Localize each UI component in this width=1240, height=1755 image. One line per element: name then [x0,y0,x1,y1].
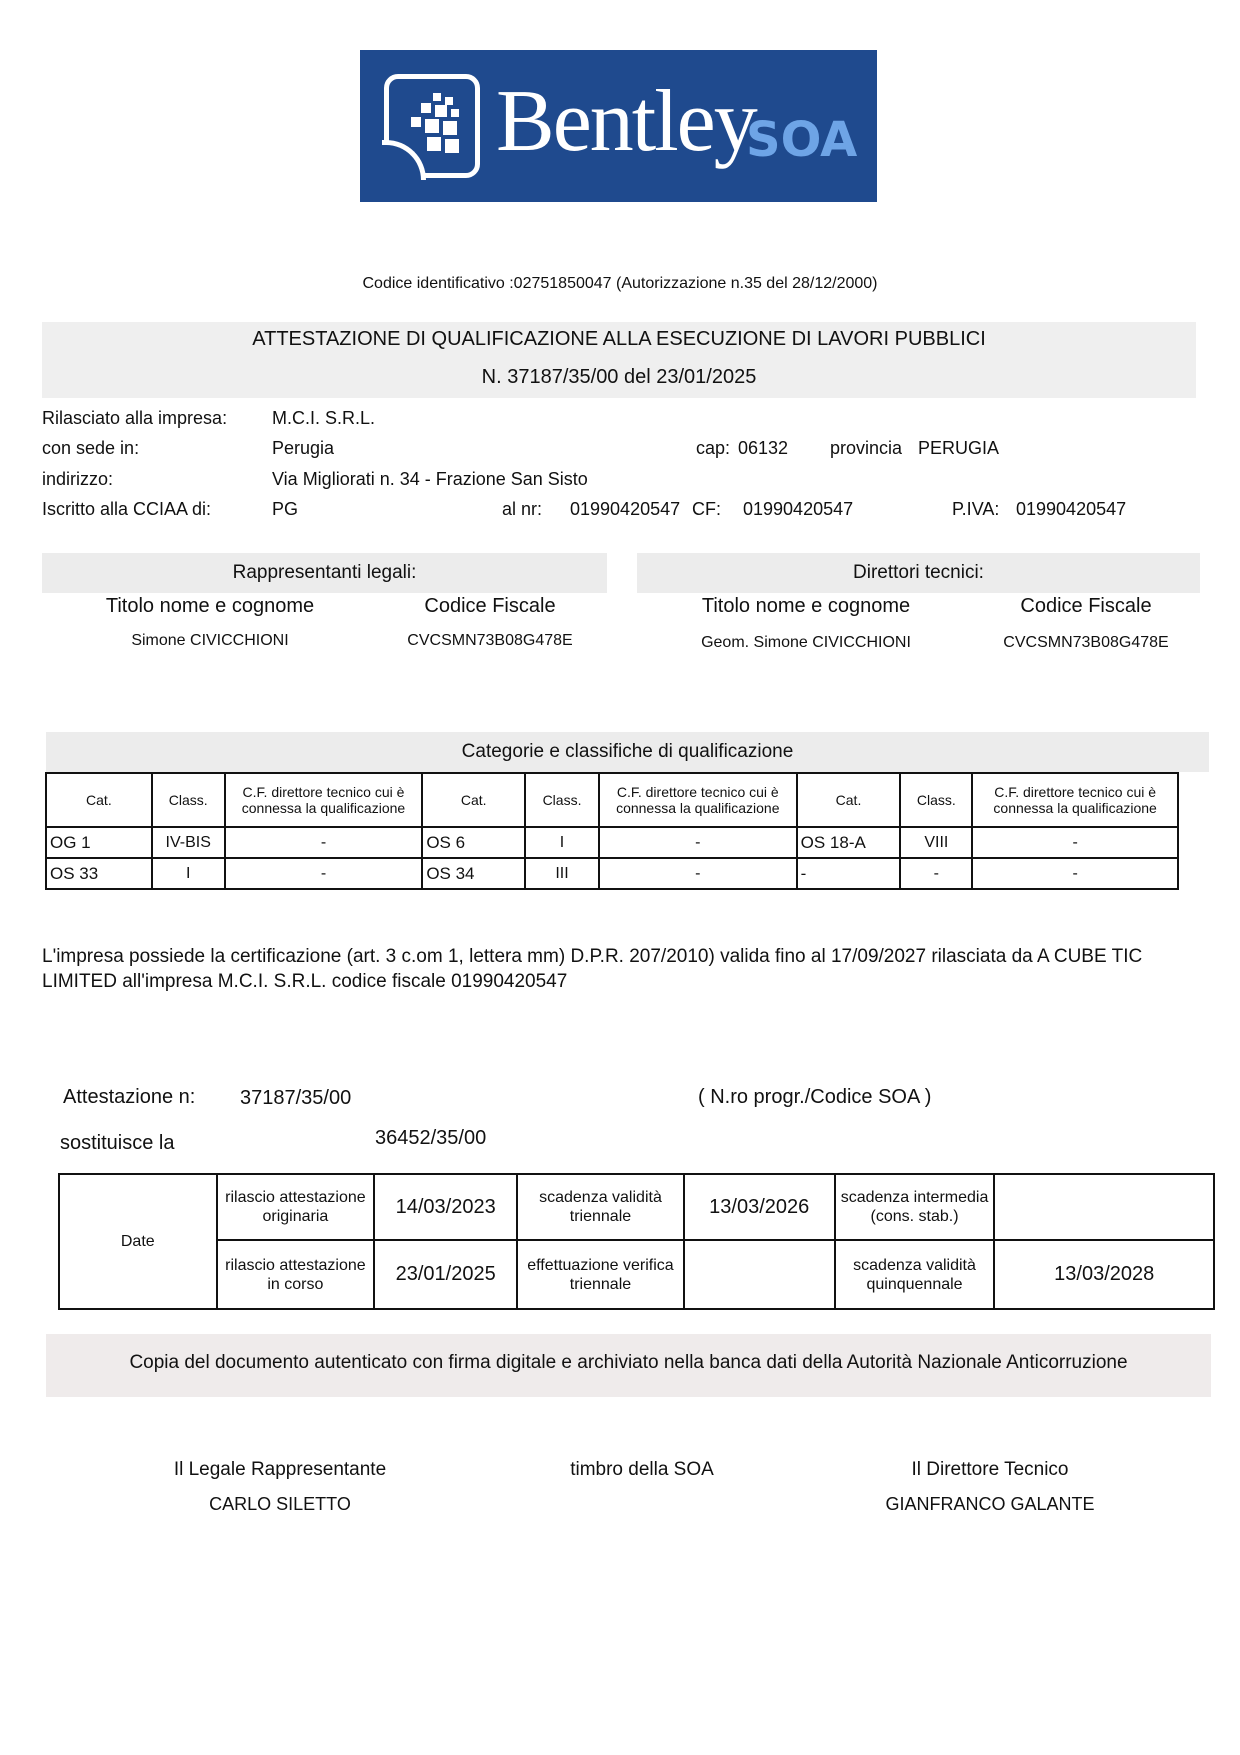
provincia-label: provincia [830,438,903,458]
legal-rep-cf: CVCSMN73B08G478E [407,632,573,649]
categories-header: Categorie e classifiche di qualificazione [46,732,1209,772]
indirizzo-label: indirizzo: [42,469,114,489]
col-cf: C.F. direttore tecnico cui è connessa la qualificazione [225,773,423,827]
authentication-note: Copia del documento autenticato con firma digitale e archiviato nella banca dati della Autorità Nazionale Anticorruzione [46,1334,1211,1397]
tech-dir-signature-label: Il Direttore Tecnico [911,1459,1069,1480]
legal-rep-name: Simone CIVICCHIONI [131,632,289,649]
sede-label: con sede in: [42,438,140,458]
title-band [42,322,1196,398]
cell-cat: OS 18-A [797,827,901,858]
cell-cf: - [972,827,1178,858]
progr-label: ( N.ro progr./Codice SOA ) [698,1086,932,1108]
cell-cat: OS 34 [422,858,525,889]
dates-label: Date [59,1174,217,1309]
scadenza-triennale-label: scadenza validità triennale [517,1174,684,1240]
cell-class: VIII [900,827,972,858]
cell-cat: OS 33 [46,858,152,889]
indirizzo-value: Via Migliorati n. 34 - Frazione San Sisto [272,469,588,489]
cell-class: IV-BIS [152,827,225,858]
tech-col-name: Titolo nome e cognome [701,595,911,617]
logo-document-icon [384,74,480,178]
rilascio-originaria-value: 14/03/2023 [374,1174,517,1240]
cell-class: III [525,858,599,889]
sostituisce-value: 36452/35/00 [375,1127,487,1149]
nr-label: al nr: [502,499,543,519]
scadenza-quinquennale-label: scadenza validità quinquennale [835,1240,995,1309]
cciaa-value: PG [272,499,299,519]
scadenza-intermedia-value [994,1174,1214,1240]
table-row [46,858,1178,889]
piva-label: P.IVA: [952,499,1000,519]
col-cat: Cat. [422,773,525,827]
verifica-triennale-label: effettuazione verifica triennale [517,1240,684,1309]
cell-cat: OG 1 [46,827,152,858]
rilascio-corso-label: rilascio attestazione in corso [217,1240,375,1309]
col-class: Class. [152,773,225,827]
nr-value: 01990420547 [570,499,681,519]
tech-dir-cf: CVCSMN73B08G478E [1003,634,1169,651]
cciaa-label: Iscritto alla CCIAA di: [42,499,212,519]
cell-cf: - [599,858,797,889]
certification-text: L'impresa possiede la certificazione (art. 3 c.om 1, lettera mm) D.P.R. 207/2010) valida fino al 17/09/2027 rilasciata da A CUBE TIC LIMITED all'impresa M.C.I. S.R.L. codice fiscale 01990420547 [42,946,1143,992]
legal-col-cf: Codice Fiscale [424,595,556,617]
bentley-soa-logo [360,50,877,202]
tech-directors-header: Direttori tecnici: [637,553,1200,593]
document-number: N. 37187/35/00 del 23/01/2025 [481,366,757,388]
piva-value: 01990420547 [1016,499,1127,519]
sostituisce-label: sostituisce la [60,1132,175,1154]
rilascio-corso-value: 23/01/2025 [374,1240,517,1309]
logo-wordmark: Bentley [496,73,756,170]
verifica-triennale-value [684,1240,835,1309]
scadenza-quinquennale-value: 13/03/2028 [994,1240,1214,1309]
rilasciato-label: Rilasciato alla impresa: [42,408,228,428]
table-row [46,827,1178,858]
col-class: Class. [900,773,972,827]
scadenza-triennale-value: 13/03/2026 [684,1174,835,1240]
cell-cf: - [225,858,423,889]
dates-table [58,1173,1215,1310]
categories-table [45,772,1179,890]
codice-identificativo: Codice identificativo :02751850047 (Autorizzazione n.35 del 28/12/2000) [362,275,878,292]
legal-reps-header: Rappresentanti legali: [42,553,607,593]
cell-cf: - [972,858,1178,889]
legal-col-name: Titolo nome e cognome [105,595,315,617]
sede-value: Perugia [272,438,335,458]
cap-value: 06132 [738,438,789,458]
legal-rep-signature-name: CARLO SILETTO [209,1494,351,1514]
logo-soa: SOA [746,112,858,168]
cell-cf: - [599,827,797,858]
soa-stamp-label: timbro della SOA [570,1459,714,1480]
cell-class: I [525,827,599,858]
cell-cat: - [797,858,901,889]
col-cf: C.F. direttore tecnico cui è connessa la qualificazione [599,773,797,827]
cell-cf: - [225,827,423,858]
cap-label: cap: [696,438,731,458]
cf-value: 01990420547 [743,499,854,519]
tech-dir-name: Geom. Simone CIVICCHIONI [701,634,911,651]
attestazione-value: 37187/35/00 [240,1087,352,1109]
attestazione-label: Attestazione n: [63,1086,196,1108]
cell-cat: OS 6 [422,827,525,858]
document-title: ATTESTAZIONE DI QUALIFICAZIONE ALLA ESECUZIONE DI LAVORI PUBBLICI [252,328,986,350]
cell-class: - [900,858,972,889]
col-cat: Cat. [46,773,152,827]
col-cf: C.F. direttore tecnico cui è connessa la qualificazione [972,773,1178,827]
cell-class: I [152,858,225,889]
col-cat: Cat. [797,773,901,827]
provincia-value: PERUGIA [918,438,1000,458]
legal-rep-signature-label: Il Legale Rappresentante [173,1459,387,1480]
tech-col-cf: Codice Fiscale [1020,595,1152,617]
tech-dir-signature-name: GIANFRANCO GALANTE [885,1494,1095,1514]
scadenza-intermedia-label: scadenza intermedia (cons. stab.) [835,1174,995,1240]
col-class: Class. [525,773,599,827]
cf-label: CF: [692,499,721,519]
company-name: M.C.I. S.R.L. [272,408,376,428]
rilascio-originaria-label: rilascio attestazione originaria [217,1174,375,1240]
